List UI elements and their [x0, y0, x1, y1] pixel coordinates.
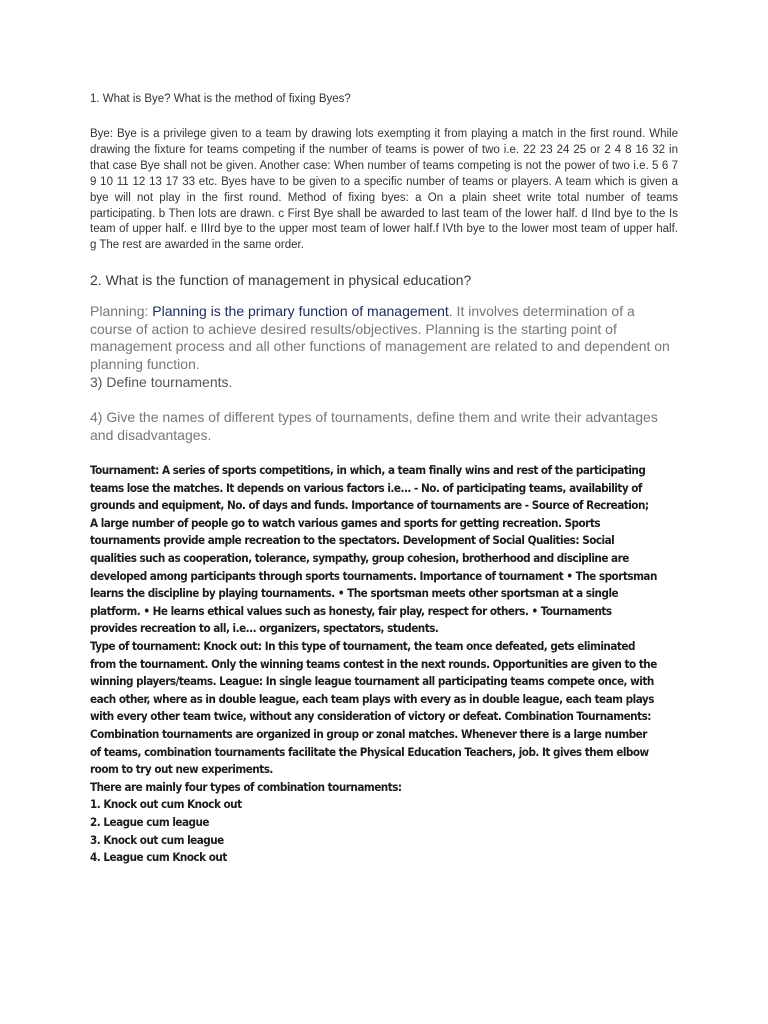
answer-line: with every other team twice, without any consideration of victory or defeat. Combination Tournaments:: [90, 709, 651, 724]
question-1-answer: Bye: Bye is a privilege given to a team by drawing lots exempting it from playing a match in the first round. While drawing the fixture for teams competing if the number of teams is power of two i.e. 22 23 24 25 or 2 4 8 16 32 in that case Bye shall not be given. Another case: When number of teams competing is not the power of two i.e. 5 6 7 9 10 11 12 13 17 33 etc. Byes have to be given to a specific number of teams or players. A team which is given a bye will not play in the first round. Method of fixing byes: a On a plain sheet write total number of teams participating. b Then lots are drawn. c First Bye shall be awarded to last team of the lower half. d IInd bye to the Is team of upper half. e IIIrd bye to the upper most team of lower half.f IVth bye to the lower most team of upper half. g The rest are awarded in the same order.: [90, 128, 678, 252]
answer-highlight: Planning is the primary function of management: [152, 303, 449, 320]
document-page: [90, 92, 678, 867]
question-3-heading: 3) Define tournaments.: [90, 373, 233, 390]
answer-line: 1. Knock out cum Knock out: [90, 797, 242, 812]
answer-line: of teams, combination tournaments facilitate the Physical Education Teachers, job. It gives them elbow: [90, 744, 649, 759]
answer-line: A large number of people go to watch various games and sports for getting recreation. Sports: [90, 515, 601, 530]
question-2-heading: 2. What is the function of management in physical education?: [90, 272, 472, 289]
answer-prefix: Planning:: [90, 303, 153, 320]
answer-line: winning players/teams. League: In single league tournament all participating teams compete once, with: [90, 674, 654, 689]
answer-line: learns the discipline by playing tournaments. • The sportsman meets other sportsman at a single: [90, 586, 619, 601]
answer-line: 3. Knock out cum league: [90, 832, 224, 847]
question-4-heading: 4) Give the names of different types of tournaments, define them and write their advantages and disadvantages.: [90, 409, 658, 443]
answer-line: 4. League cum Knock out: [90, 850, 227, 865]
answer-line: Type of tournament: Knock out: In this type of tournament, the team once defeated, gets eliminated: [90, 638, 635, 653]
answer-line: Tournament: A series of sports competitions, in which, a team finally wins and rest of the participating: [90, 463, 646, 478]
question-4-answer: [90, 462, 678, 867]
answer-line: from the tournament. Only the winning teams contest in the next rounds. Opportunities are given to the: [90, 656, 657, 671]
question-1-heading: 1. What is Bye? What is the method of fixing Byes?: [90, 93, 351, 105]
answer-line: platform. • He learns ethical values such as honesty, fair play, respect for others. • Tournaments: [90, 603, 612, 618]
answer-line: 2. League cum league: [90, 814, 209, 829]
answer-line: tournaments provide ample recreation to the spectators. Development of Social Qualities: Social: [90, 533, 615, 548]
answer-rest: . It involves determination of a course of action to achieve desired results/objectives. Planning is the starting point of management process and all other functions of management are related to and dependent on planning function.: [90, 303, 670, 373]
answer-line: grounds and equipment, No. of days and funds. Importance of tournaments are - Source of Recreation;: [90, 498, 649, 513]
answer-line: teams lose the matches. It depends on various factors i.e... - No. of participating teams, availability of: [90, 480, 642, 495]
answer-line: provides recreation to all, i.e... organizers, spectators, students.: [90, 621, 439, 636]
answer-line: developed among participants through sports tournaments. Importance of tournament • The sportsman: [90, 568, 657, 583]
answer-line: each other, where as in double league, each team plays with every as in double league, each team plays: [90, 691, 654, 706]
answer-line: There are mainly four types of combination tournaments:: [90, 779, 402, 794]
answer-line: qualities such as cooperation, tolerance, sympathy, group cohesion, brotherhood and discipline are: [90, 551, 629, 565]
answer-line: room to try out new experiments.: [90, 762, 273, 777]
answer-line: Combination tournaments are organized in group or zonal matches. Whenever there is a large number: [90, 726, 647, 741]
question-2-answer: [90, 303, 678, 373]
